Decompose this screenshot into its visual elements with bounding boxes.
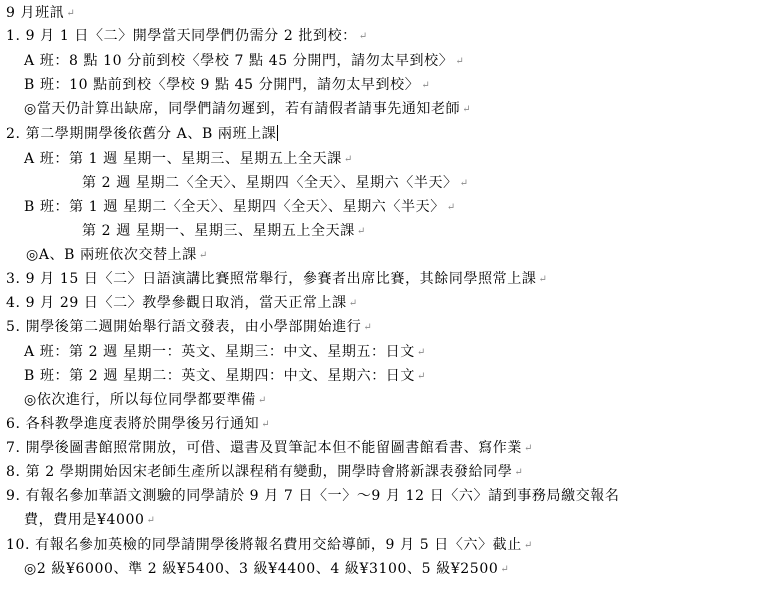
item-6-text: 6. 各科教學進度表將於開學後另行通知: [6, 416, 260, 432]
item-5-note-text: ◎依次進行，所以每位同學都要準備: [24, 392, 256, 408]
item-9-text: 9. 有報名參加華語文測驗的同學請於 9 月 7 日〈一〉～9 月 12 日〈六〉請到事務局繳交報名: [6, 488, 620, 504]
paragraph-mark-icon: ↵: [455, 56, 464, 67]
item-5-note: [24, 391, 266, 410]
text-cursor: [277, 125, 278, 141]
item-5: [6, 318, 372, 337]
paragraph-mark-icon: ↵: [198, 250, 208, 261]
item-5-text: 5. 開學後第二週開始舉行語文發表，由小學部開始進行: [6, 319, 362, 335]
paragraph-mark-icon: ↵: [459, 178, 469, 189]
item-2-class-b-week1: [24, 198, 455, 217]
item-2-note-text: ◎A、B 兩班依次交替上課: [26, 247, 197, 263]
item-5-class-b-text: B 班：第 2 週 星期二：英文、星期四：中文、星期六：日文: [24, 368, 415, 384]
item-2-b1-text: B 班：第 1 週 星期二〈全天〉、星期四〈全天〉、星期六〈半天〉: [24, 199, 445, 215]
item-8: [6, 463, 523, 482]
item-9: [6, 487, 620, 505]
item-1-note: [24, 100, 471, 119]
paragraph-mark-icon: ↵: [462, 104, 471, 115]
item-1-class-b-text: B 班：10 點前到校〈學校 9 點 45 分開門，請勿太早到校〉: [24, 77, 420, 93]
paragraph-mark-icon: ↵: [523, 540, 533, 551]
paragraph-mark-icon: ↵: [261, 419, 270, 430]
paragraph-mark-icon: ↵: [446, 202, 456, 213]
item-6: [6, 415, 270, 434]
paragraph-mark-icon: ↵: [417, 371, 426, 382]
item-1: [6, 27, 367, 46]
item-10-note-text: ◎2 級¥6000、準 2 級¥5400、3 級¥4400、4 級¥3100、5 級¥2500: [24, 561, 499, 577]
item-4-text: 4. 9 月 29 日〈二〉教學參觀日取消，當天正常上課: [6, 295, 347, 311]
paragraph-mark-icon: ↵: [257, 395, 267, 406]
paragraph-mark-icon: ↵: [363, 322, 372, 333]
item-9-continuation: [24, 511, 155, 530]
item-10-text: 10. 有報名參加英檢的同學請開學後將報名費用交給導師，9 月 5 日〈六〉截止: [6, 537, 522, 553]
item-9-cont-text: 費，費用是¥4000: [24, 512, 145, 528]
paragraph-mark-icon: ↵: [500, 564, 509, 575]
paragraph-mark-icon: ↵: [514, 467, 523, 478]
item-2-text: 2. 第二學期開學後依舊分 A、B 兩班上課: [6, 126, 277, 142]
paragraph-mark-icon: ↵: [524, 443, 533, 454]
item-2-a1-text: A 班：第 1 週 星期一、星期三、星期五上全天課: [24, 151, 342, 167]
paragraph-mark-icon: ↵: [146, 515, 155, 526]
item-2-note: [26, 246, 207, 265]
item-2-class-b-week2: [82, 222, 365, 241]
item-1-class-a: [24, 52, 464, 71]
title-text: 9 月班訊: [6, 5, 65, 21]
item-4: [6, 294, 357, 313]
paragraph-mark-icon: ↵: [538, 274, 547, 285]
paragraph-mark-icon: ↵: [421, 80, 430, 91]
item-3-text: 3. 9 月 15 日〈二〉日語演講比賽照常舉行，參賽者出席比賽，其餘同學照常上課: [6, 271, 537, 287]
item-1-note-text: ◎當天仍計算出缺席，同學們請勿遲到，若有請假者請事先通知老師: [24, 101, 461, 117]
paragraph-mark-icon: ↵: [356, 226, 366, 237]
paragraph-mark-icon: ↵: [66, 8, 75, 19]
paragraph-mark-icon: ↵: [343, 154, 353, 165]
item-10-note: [24, 560, 509, 579]
item-3: [6, 270, 547, 289]
title-line: [6, 4, 75, 23]
item-1-class-b: [24, 76, 430, 95]
item-7-text: 7. 開學後圖書館照常開放，可借、還書及買筆記本但不能留圖書館看書、寫作業: [6, 440, 523, 456]
paragraph-mark-icon: ↵: [358, 31, 368, 42]
item-2-class-a-week2: [82, 174, 468, 193]
paragraph-mark-icon: ↵: [348, 298, 358, 309]
item-2: [6, 125, 278, 143]
item-5-class-b: [24, 367, 425, 386]
item-2-b2-text: 第 2 週 星期一、星期三、星期五上全天課: [82, 223, 355, 239]
item-10: [6, 536, 532, 555]
paragraph-mark-icon: ↵: [416, 347, 426, 358]
item-1-text: 1. 9 月 1 日〈二〉開學當天同學們仍需分 2 批到校：: [6, 28, 357, 44]
item-1-class-a-text: A 班：8 點 10 分前到校〈學校 7 點 45 分開門，請勿太早到校〉: [24, 53, 454, 69]
item-5-class-a-text: A 班：第 2 週 星期一：英文、星期三：中文、星期五：日文: [24, 344, 415, 360]
item-8-text: 8. 第 2 學期開始因宋老師生產所以課程稍有變動，開學時會將新課表發給同學: [6, 464, 513, 480]
item-5-class-a: [24, 343, 425, 362]
item-7: [6, 439, 532, 458]
item-2-a2-text: 第 2 週 星期二〈全天〉、星期四〈全天〉、星期六〈半天〉: [82, 175, 458, 191]
item-2-class-a-week1: [24, 150, 352, 169]
